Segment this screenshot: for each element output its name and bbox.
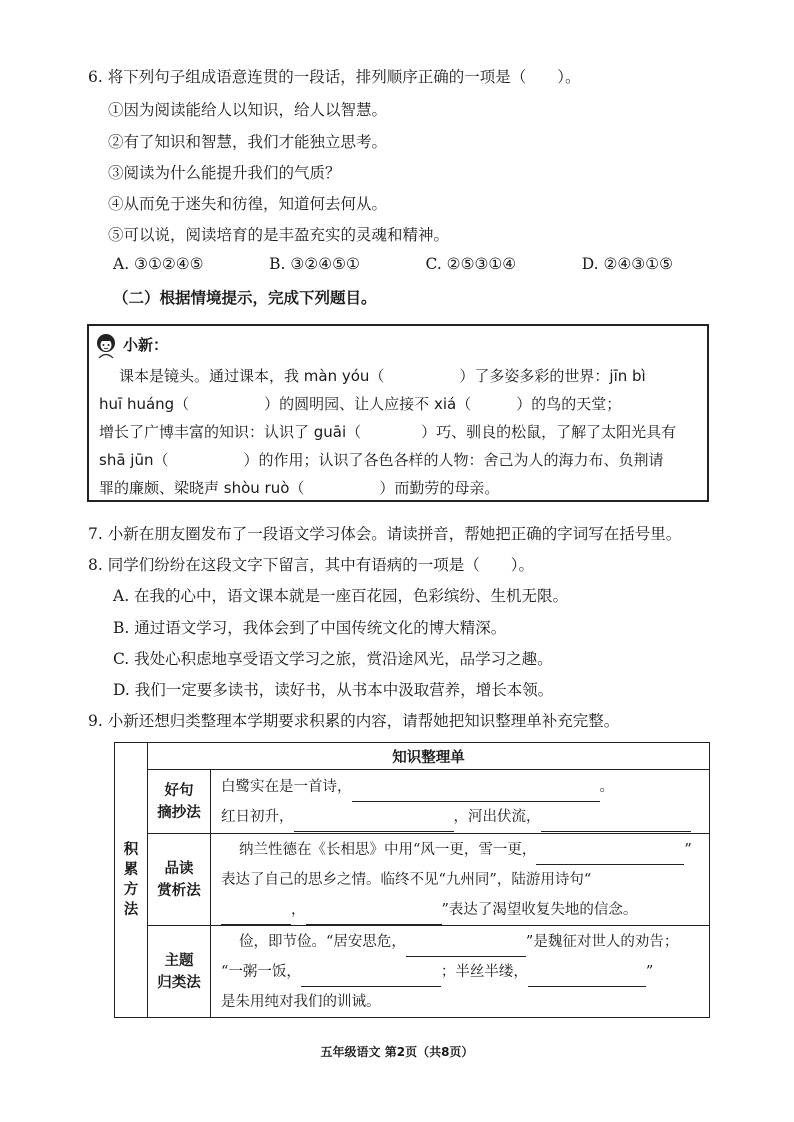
q6-sentence-4: ④从而免于迷失和彷徨，知道何去何从。 <box>108 195 388 213</box>
row-appreciation-content: 纳兰性德在《长相思》中用“风一更，雪一更， ” 表达了自己的思乡之情。临终不见“九州同”，陆游用诗句“ ， ”表达了渴望收复失地的信念。 <box>211 834 710 926</box>
knowledge-table <box>114 742 710 1018</box>
q6-choices <box>113 253 673 275</box>
q8-option-d: D. 我们一定要多读书，读好书，从书本中汲取营养，增长本领。 <box>113 681 554 699</box>
q8-option-a: A. 在我的心中，语文课本就是一座百花园，色彩缤纷、生机无限。 <box>113 587 569 605</box>
table-title: 知识整理单 <box>148 743 710 770</box>
girl-avatar-icon <box>95 333 117 359</box>
method-good-sentence: 好句 摘抄法 <box>148 770 211 834</box>
blank-9[interactable] <box>528 966 646 987</box>
blank-8[interactable] <box>301 966 441 987</box>
section-2-heading: （二）根据情境提示，完成下列题目。 <box>113 288 377 307</box>
blank-3[interactable] <box>541 811 691 832</box>
row-good-sentence-content: 白鹭实在是一首诗， 。 红日初升， ，河出伏流， <box>211 770 710 834</box>
blank-7[interactable] <box>406 936 526 957</box>
story-line-5: 罪的廉颇、梁晓声 shòu ruò（ ）而勤劳的母亲。 <box>99 479 500 497</box>
story-line-1: 课本是镜头。通过课本，我 màn yóu（ ）了多姿多彩的世界：jīn bì <box>119 367 646 385</box>
question-9: 9. 小新还想归类整理本学期要求积累的内容，请帮她把知识整理单补充完整。 <box>88 712 620 730</box>
q6-sentence-3: ③阅读为什么能提升我们的气质？ <box>108 164 341 182</box>
question-8-stem: 8. 同学们纷纷在这段文字下留言，其中有语病的一项是（ ）。 <box>88 556 534 574</box>
table-side-label: 积 累 方 法 <box>115 743 148 1018</box>
question-6-stem: 6. 将下列句子组成语意连贯的一段话，排列顺序正确的一项是（ ）。 <box>88 68 581 86</box>
method-appreciation: 品读 赏析法 <box>148 834 211 926</box>
q6-sentence-2: ②有了知识和智慧，我们才能独立思考。 <box>108 133 388 151</box>
blank-4[interactable] <box>536 844 684 865</box>
page-footer: 五年级语文 第2页（共8页） <box>320 1045 474 1059</box>
q8-option-c: C. 我处心积虑地享受语文学习之旅，赏沿途风光，品学习之趣。 <box>113 650 553 668</box>
story-speaker: 小新： <box>123 336 169 354</box>
question-7: 7. 小新在朋友圈发布了一段语文学习体会。请读拼音，帮她把正确的字词写在括号里。 <box>88 525 682 543</box>
blank-1[interactable] <box>352 781 600 802</box>
q6-choice-a: A. ③①②④⑤ <box>113 255 204 273</box>
xiaoxin-story-box <box>87 324 709 502</box>
q6-choice-d: D. ②④③①⑤ <box>581 255 673 273</box>
q6-sentence-1: ①因为阅读能给人以知识，给人以智慧。 <box>108 101 388 119</box>
q6-choice-b: B. ③②④⑤① <box>269 255 360 273</box>
row-theme-content: 俭，即节俭。“居安思危， ”是魏征对世人的劝告； “一粥一饭， ；半丝半缕， ” 是朱用纯对我们的训诫。 <box>211 926 710 1018</box>
method-theme: 主题 归类法 <box>148 926 211 1018</box>
q6-choice-c: C. ②⑤③①④ <box>425 255 517 273</box>
blank-2[interactable] <box>294 811 454 832</box>
story-line-4: shā jūn（ ）的作用；认识了各色各样的人物：舍己为人的海力布、负荆请 <box>99 451 664 469</box>
q6-sentence-5: ⑤可以说，阅读培育的是丰盈充实的灵魂和精神。 <box>108 226 450 244</box>
blank-6[interactable] <box>306 904 442 925</box>
q8-option-b: B. 通过语文学习，我体会到了中国传统文化的博大精深。 <box>113 619 507 637</box>
story-line-3: 增长了广博丰富的知识：认识了 guāi（ ）巧、驯良的松鼠，了解了太阳光具有 <box>99 423 677 441</box>
story-line-2: huī huáng（ ）的圆明园、让人应接不 xiá（ ）的鸟的天堂； <box>99 395 622 413</box>
blank-5[interactable] <box>221 904 291 925</box>
